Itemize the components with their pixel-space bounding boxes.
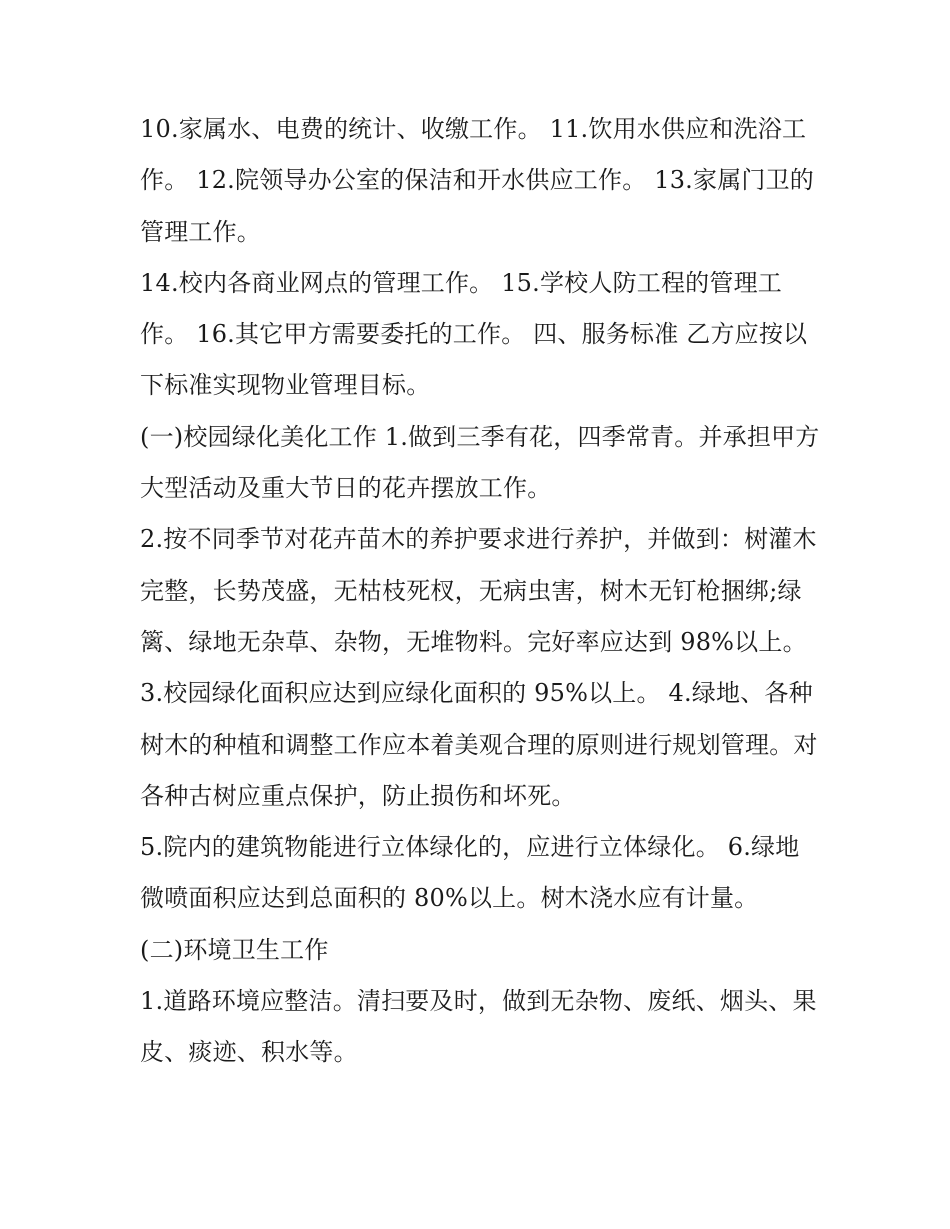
paragraph-3: (一)校园绿化美化工作 1.做到三季有花，四季常青。并承担甲方大型活动及重大节日的花卉摆放工作。 xyxy=(140,422,820,503)
document-body xyxy=(140,104,820,1079)
paragraph-4: 2.按不同季节对花卉苗木的养护要求进行养护，并做到：树灌木完整，长势茂盛，无枯枝死杈，无病虫害，树木无钉枪捆绑;绿篱、绿地无杂草、杂物，无堆物料。完好率应达到 98%以上。 xyxy=(140,525,817,656)
paragraph-5: 3.校园绿化面积应达到应绿化面积的 95%以上。 4.绿地、各种树木的种植和调整工作应本着美观合理的原则进行规划管理。对各种古树应重点保护，防止损伤和坏死。 xyxy=(140,679,818,810)
paragraph-6: 5.院内的建筑物能进行立体绿化的，应进行立体绿化。 6.绿地微喷面积应达到总面积的 80%以上。树木浇水应有计量。 xyxy=(140,833,800,913)
paragraph-8: 1.道路环境应整洁。清扫要及时，做到无杂物、废纸、烟头、果皮、痰迹、积水等。 xyxy=(140,987,817,1067)
paragraph-1: 10.家属水、电费的统计、收缴工作。 11.饮用水供应和洗浴工作。 12.院领导办公室的保洁和开水供应工作。 13.家属门卫的管理工作。 xyxy=(140,115,814,246)
paragraph-2: 14.校内各商业网点的管理工作。 15.学校人防工程的管理工作。 16.其它甲方需要委托的工作。 四、服务标准 乙方应按以下标准实现物业管理目标。 xyxy=(140,268,808,400)
paragraph-7: (二)环境卫生工作 xyxy=(140,935,329,964)
